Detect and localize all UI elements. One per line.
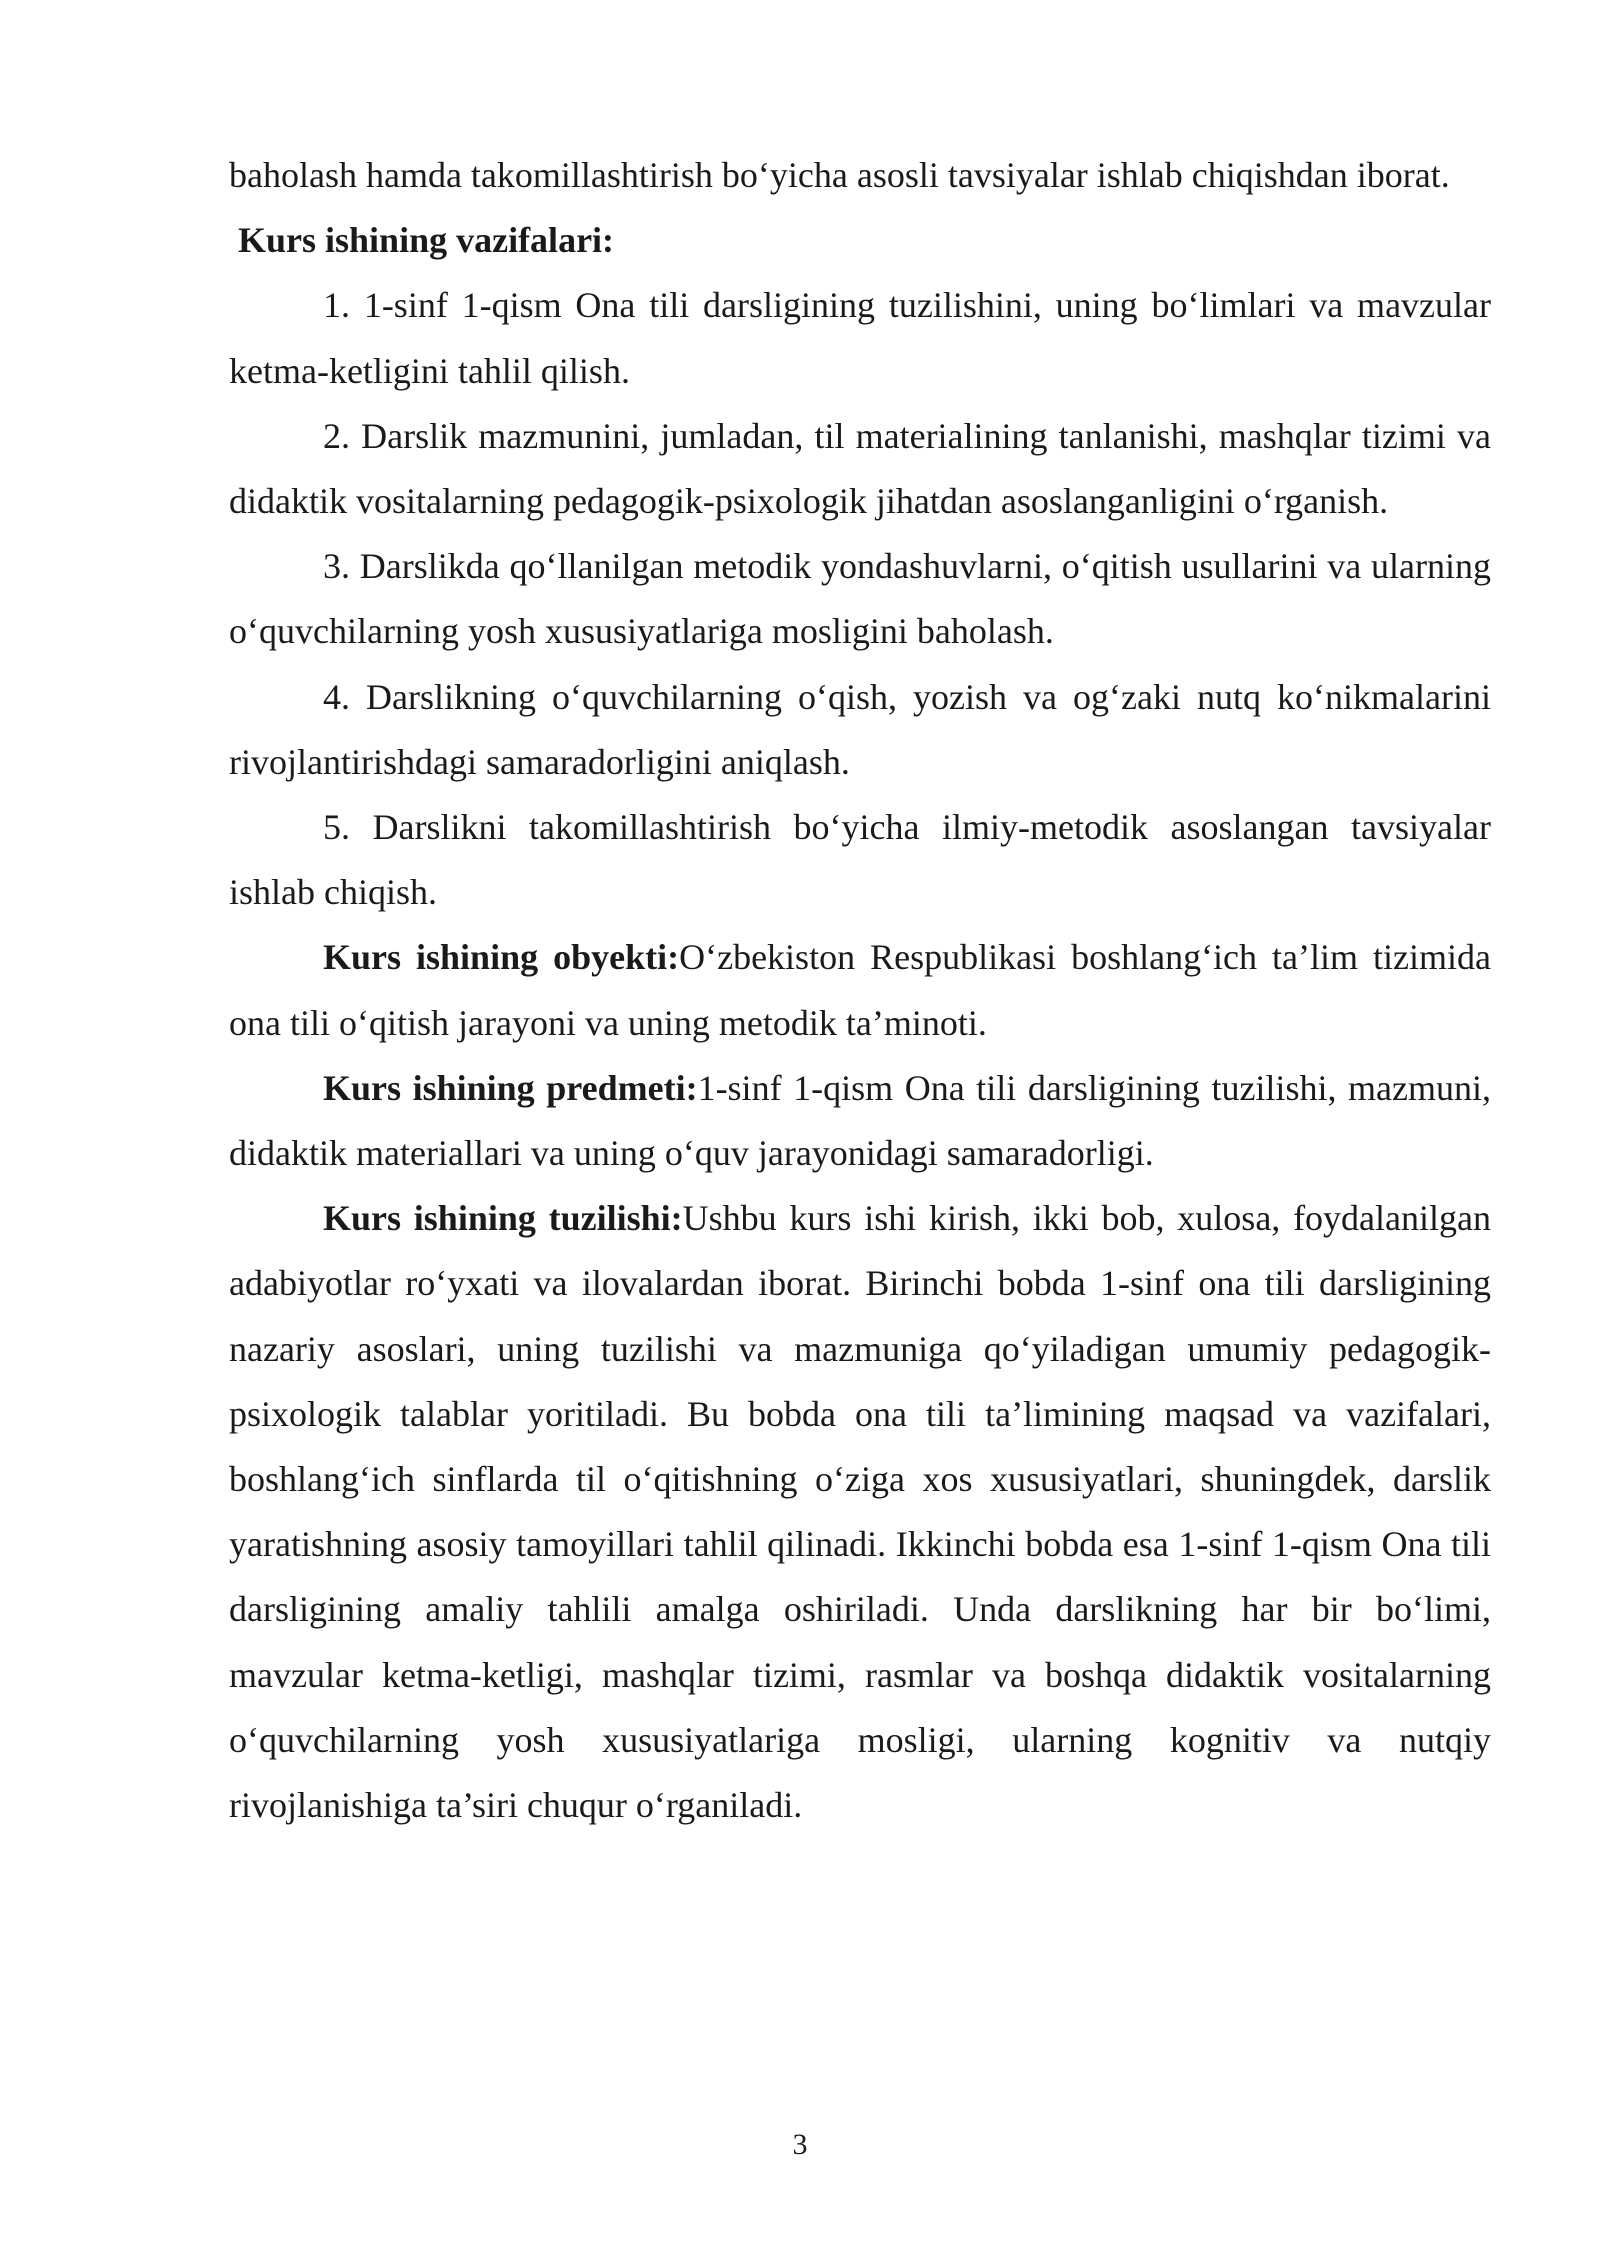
task-item-3: 3. Darslikda qo‘llanilgan metodik yondashuvlarni, o‘qitish usullarini va ularning o‘quvchilarning yosh xususiyatlariga mosligini baholash. <box>229 546 1491 652</box>
subject-paragraph <box>229 1056 1491 1186</box>
page-number: 3 <box>792 2128 808 2161</box>
tasks-heading: Kurs ishining vazifalari: <box>238 220 615 261</box>
subject-label: Kurs ishining predmeti: <box>323 1067 698 1108</box>
task-item-4: 4. Darslikning o‘quvchilarning o‘qish, yozish va og‘zaki nutq ko‘nikmalarini rivojlantirishdagi samaradorligini aniqlash. <box>229 676 1491 782</box>
task-item-1: 1. 1-sinf 1-qism Ona tili darsligining tuzilishini, uning bo‘limlari va mavzular ketma-ketligini tahlil qilish. <box>229 285 1491 391</box>
task-item-5: 5. Darslikni takomillashtirish bo‘yicha ilmiy-metodik asoslangan tavsiyalar ishlab chiqish. <box>229 807 1491 913</box>
structure-paragraph <box>229 1186 1491 1838</box>
object-text: O‘zbekiston Respublikasi boshlang‘ich ta’lim tizimida ona tili o‘qitish jarayoni va uning metodik ta’minoti. <box>229 937 1491 1043</box>
structure-text: Ushbu kurs ishi kirish, ikki bob, xulosa, foydalanilgan adabiyotlar ro‘yxati va ilovalardan iborat. Birinchi bobda 1-sinf ona tili darsligining nazariy asoslari, uning tuzilishi va mazmuniga qo‘yiladigan umumiy pedagogik-psixologik talablar yoritiladi. Bu bobda ona tili ta’limining maqsad va vazifalari, boshlang‘ich sinflarda til o‘qitishning o‘ziga xos xususiyatlari, shuningdek, darslik yaratishning asosiy tamoyillari tahlil qilinadi. Ikkinchi bobda esa 1-sinf 1-qism Ona tili darsligining amaliy tahlili amalga oshiriladi. Unda darslikning har bir bo‘limi, mavzular ketma-ketligi, mashqlar tizimi, rasmlar va boshqa didaktik vositalarning o‘quvchilarning yosh xususiyatlariga mosligi, ularning kognitiv va nutqiy rivojlanishiga ta’siri chuqur o‘rganiladi. <box>229 1198 1491 1826</box>
page-body <box>229 143 1491 1838</box>
object-paragraph <box>229 925 1491 1055</box>
task-item-2: 2. Darslik mazmunini, jumladan, til materialining tanlanishi, mashqlar tizimi va didaktik vositalarning pedagogik-psixologik jihatdan asoslanganligini o‘rganish. <box>229 415 1491 522</box>
object-label: Kurs ishining obyekti: <box>323 937 680 978</box>
intro-paragraph: baholash hamda takomillashtirish bo‘yicha asosli tavsiyalar ishlab chiqishdan iborat. <box>229 155 1450 195</box>
subject-text: 1-sinf 1-qism Ona tili darsligining tuzilishi, mazmuni, didaktik materiallari va uning o‘quv jarayonidagi samaradorligi. <box>229 1067 1491 1174</box>
structure-label: Kurs ishining tuzilishi: <box>323 1198 683 1239</box>
